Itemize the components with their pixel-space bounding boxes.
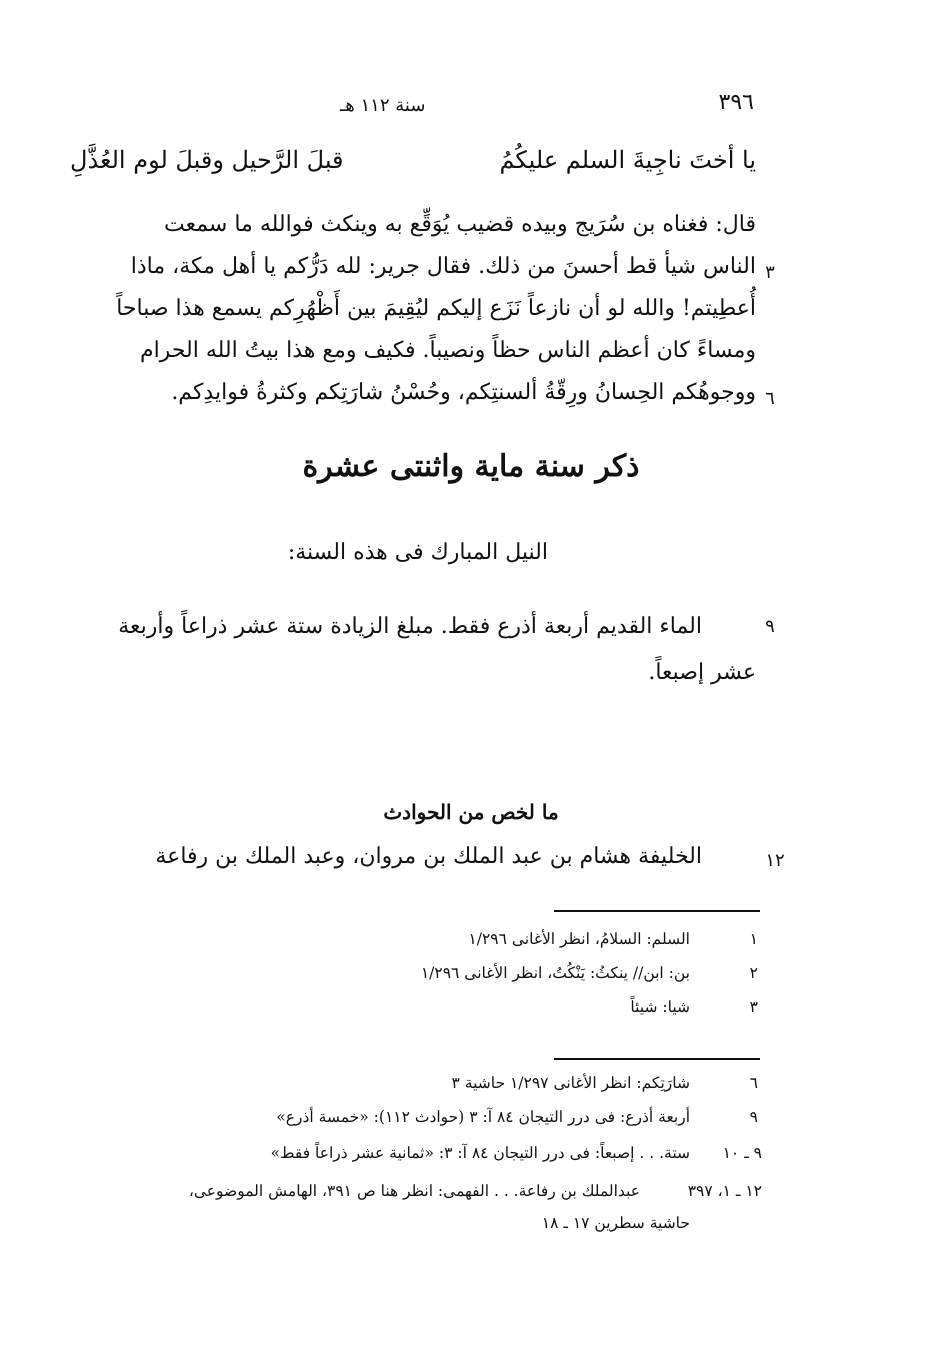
page-number: ٣٩٦ [718,90,754,115]
verse-second-hemistich: قبلَ الرَّحيل وقبلَ لوم العُذَّلِ [70,146,344,174]
body-line: أُعطِيتم! والله لو أن نازعاً نَزَع إليكم ليُقِيمَ بين أَظْهُرِكم يسمع هذا صباحاً [116,296,756,321]
events-heading: ما لخص من الحوادث [383,800,559,824]
footnote-number: ٦ [749,1074,758,1092]
footnote-number: ٩ ـ ١٠ [722,1144,762,1162]
footnote-number: ١ [749,930,758,948]
footnote-rule [554,1058,760,1060]
footnote-number: ٢ [749,964,758,982]
footnote-rule [554,910,760,912]
line-number: ١٢ [765,850,785,871]
nile-line: الماء القديم أربعة أذرع فقط. مبلغ الزيادة ستة عشر ذراعاً وأربعة [118,614,702,639]
footnote-text: بن: ابن// ينكثُ: يَنْكُتُ، انظر الأغانى ١/٢٩٦ [420,964,690,982]
line-number: ٣ [765,262,775,283]
line-number: ٩ [765,616,775,637]
line-number: ٦ [765,388,775,409]
footnote-text: عبدالملك بن رفاعة. . . الفهمى: انظر هنا ص ٣٩١، الهامش الموضوعى، [188,1182,640,1200]
section-title: ذكر سنة ماية واثنتى عشرة [302,449,640,484]
footnote-text: حاشية سطرين ١٧ ـ ١٨ [541,1214,690,1232]
nile-line: عشر إصبعاً. [648,660,756,685]
footnote-text: السلم: السلامُ، انظر الأغانى ١/٢٩٦ [468,930,690,948]
body-line: الناس شيأ قط أحسنَ من ذلك. فقال جرير: لله دَرُّكم يا أهل مكة، ماذا [130,254,756,279]
body-line: قال: فغناه بن سُرَيج وبيده قضيب يُوَقِّع به وينكث فوالله ما سمعت [163,212,756,237]
nile-subheading: النيل المبارك فى هذه السنة: [287,540,548,565]
running-header: سنة ١١٢ هـ [340,95,426,116]
verse-first-hemistich: يا أختَ ناجِيةَ السلم عليكُمُ [499,146,756,174]
footnote-number: ٣ [749,998,758,1016]
footnote-text: شارَتِكم: انظر الأغانى ١/٢٩٧ حاشية ٣ [451,1074,690,1092]
body-line: ومساءً كان أعظم الناس حظاً ونصيباً. فكيف ومع هذا بيتُ الله الحرام [139,338,756,363]
footnote-text: شيا: شيئاً [630,998,690,1016]
footnote-text: ستة. . . إصبعاً: فى درر التيجان ٨٤ آ: ٣: «ثمانية عشر ذراعاً فقط» [270,1144,690,1162]
footnote-number: ١٢ ـ ١، ٣٩٧ [687,1182,762,1200]
footnote-text: أربعة أذرع: فى درر التيجان ٨٤ آ: ٣ (حوادث ١١٢): «خمسة أذرع» [276,1108,690,1126]
body-line: ووجوهُكم الحِسانُ ورِقّةُ ألسنتِكم، وحُسْنُ شارَتِكم وكثرةُ فوايدِكم. [171,380,756,405]
footnote-number: ٩ [749,1108,758,1126]
events-line: الخليفة هشام بن عبد الملك بن مروان، وعبد الملك بن رفاعة [155,844,702,869]
